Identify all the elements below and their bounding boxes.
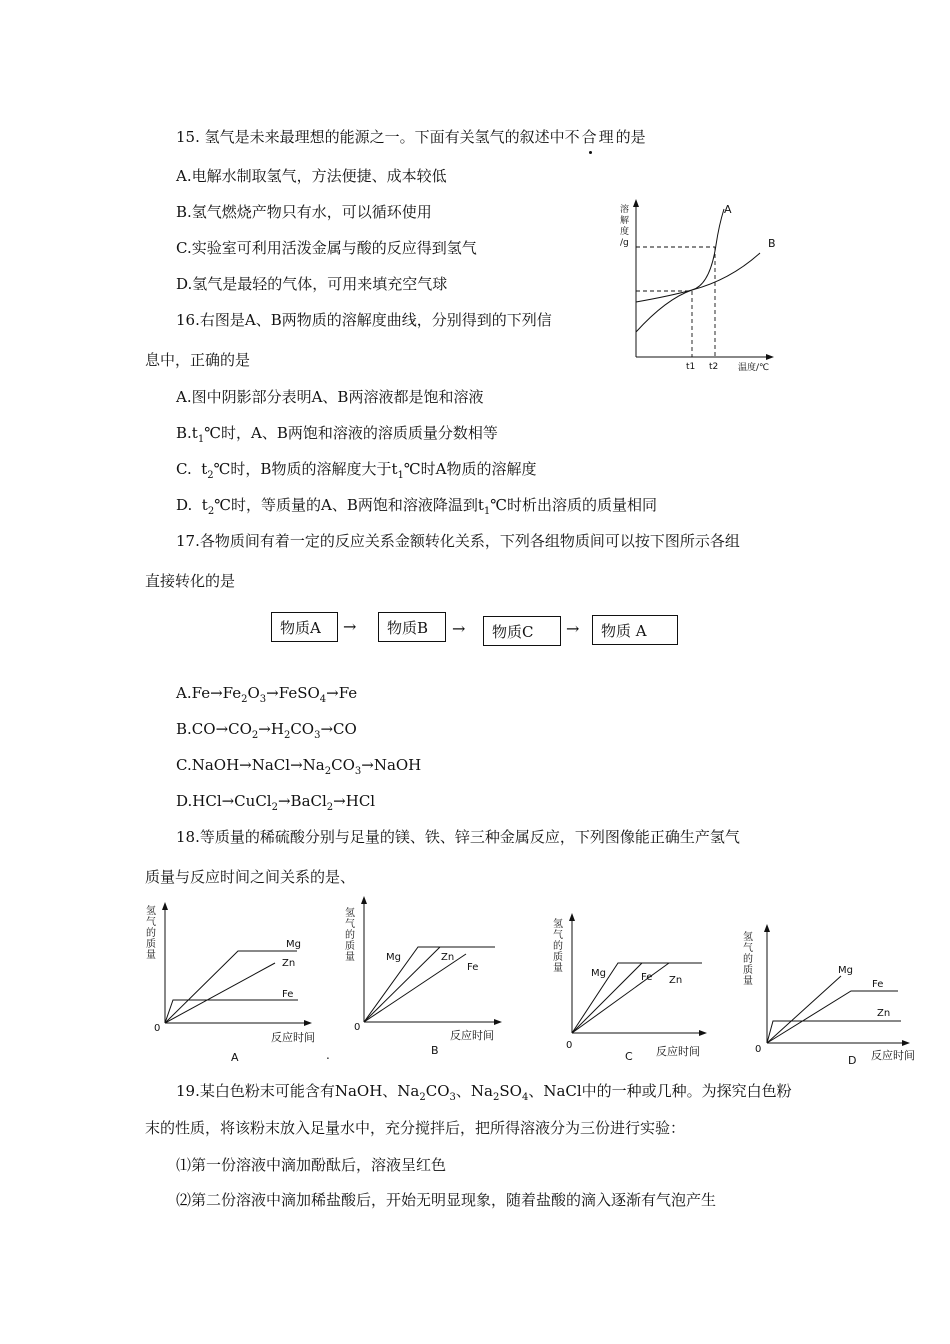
q16-option-b-part: B.t (176, 424, 198, 442)
q17-option-d-part: →BaCl (277, 792, 327, 810)
x-label: 反应时间 (656, 1045, 700, 1058)
q17-option-b-part: B.CO→CO (176, 720, 252, 738)
x-label: 反应时间 (450, 1029, 494, 1042)
line-zn (165, 963, 275, 1023)
y-axis-arrow-icon (361, 896, 367, 904)
line-fe (364, 954, 466, 1022)
y-label-2: 气 (345, 919, 355, 930)
t1-label: t1 (686, 362, 696, 372)
q16-option-c-sub: 2 (207, 470, 214, 481)
q16-option-c-part: ℃时，B物质的溶解度大于t (213, 460, 398, 478)
y-label-3: 的 (553, 941, 563, 952)
q17-option-b-part: →H (258, 720, 284, 738)
q17-option-d-sub: 2 (326, 802, 334, 813)
x-axis-arrow-icon (304, 1020, 312, 1026)
q16-option-c-part: ℃时A物质的溶解度 (403, 460, 537, 478)
curve-a (636, 209, 724, 302)
q18-stem-line-2: 质量与反应时间之间关系的是、 (145, 868, 356, 886)
q16-option-d-sub: 1 (483, 506, 491, 517)
q17-option-a-part: O (247, 684, 260, 702)
flow-arrow-icon: → (452, 619, 466, 638)
q16-option-d (176, 495, 657, 522)
y-label-5: 量 (743, 976, 753, 987)
y-label-1: 氢 (553, 919, 563, 930)
q16-option-d-part: D. t (176, 496, 208, 514)
y-label-4: 质 (743, 965, 753, 976)
y-label-1: 氢 (345, 908, 355, 919)
y-axis-label-4: /g (620, 238, 629, 248)
q17-option-a-part: →Fe (326, 684, 358, 702)
q16-option-c-sub: 1 (397, 470, 404, 481)
label-fe: Fe (467, 962, 479, 973)
y-label-4: 质 (146, 939, 156, 950)
x-axis-arrow-icon (699, 1030, 707, 1036)
graph-c (545, 905, 745, 1080)
q16-option-c (176, 459, 537, 486)
x-label: 反应时间 (871, 1049, 915, 1062)
label-mg: Mg (286, 939, 301, 950)
q19-stem-line-2: 末的性质，将该粉末放入足量水中，充分搅拌后，把所得溶液分为三份进行实验： (145, 1119, 686, 1137)
y-label-3: 的 (345, 930, 355, 941)
origin: 0 (755, 1044, 762, 1055)
q17-option-d-sub: 2 (271, 802, 278, 813)
y-label-3: 的 (743, 954, 753, 965)
label-zn: Zn (877, 1008, 891, 1019)
x-axis-label: 温度/℃ (738, 363, 770, 373)
q17-option-a-sub: 2 (241, 694, 248, 705)
q16-stem-line-2: 息中，正确的是 (145, 351, 251, 369)
y-label-1: 氢 (146, 906, 156, 917)
label-fe: Fe (641, 972, 653, 983)
graph-a (140, 898, 340, 1073)
q17-option-b-part: →CO (320, 720, 357, 738)
y-axis-label-1: 溶 (620, 205, 630, 215)
q17-option-c-part: CO (331, 756, 355, 774)
y-label-2: 气 (146, 917, 156, 928)
label-fe: Fe (282, 989, 294, 1000)
y-label-5: 量 (146, 950, 156, 961)
flow-box-4: 物质 A (592, 615, 678, 645)
y-label-1: 氢 (743, 932, 753, 943)
y-label-4: 质 (553, 952, 563, 963)
flow-arrow-icon: → (343, 617, 357, 636)
q19-stem-part: 、Na (455, 1082, 493, 1100)
q17-option-a-part: A.Fe→Fe (176, 684, 242, 702)
flow-box-2: 物质B (378, 612, 446, 642)
q17-option-d-part: D.HCl→CuCl (176, 792, 272, 810)
q19-item-2: ⑵第二份溶液中滴加稀盐酸后，开始无明显现象，随着盐酸的滴入逐渐有气泡产生 (176, 1191, 717, 1209)
origin: 0 (566, 1040, 573, 1051)
q15-option-b: B.氢气燃烧产物只有水，可以循环使用 (176, 203, 432, 221)
y-axis-label-3: 度 (620, 227, 630, 237)
curve-b (636, 253, 760, 332)
y-axis-arrow-icon (569, 913, 575, 921)
graph-b (340, 892, 540, 1067)
q17-option-a (176, 683, 357, 710)
q16-stem-line-1: 16.右图是A、B两物质的溶解度曲线，分别得到的下列信 (176, 311, 552, 329)
q19-stem-part: 、NaCl中的一种或几种。为探究白色粉 (528, 1082, 792, 1100)
q19-stem-sub: 4 (521, 1092, 529, 1103)
flow-box-1: 物质A (271, 612, 338, 642)
q17-stem-line-1: 17.各物质间有着一定的反应关系金额转化关系，下列各组物质间可以按下图所示各组 (176, 532, 740, 550)
line-fe (572, 963, 642, 1033)
flow-box-3: 物质C (483, 616, 561, 646)
label-zn: Zn (441, 952, 455, 963)
flow-arrow-icon: → (566, 619, 580, 638)
q19-stem-part: SO (499, 1082, 522, 1100)
stray-mark: . (326, 1048, 330, 1062)
q16-option-d-part: ℃时析出溶质的质量相同 (490, 496, 658, 514)
t2-label: t2 (709, 362, 719, 372)
line-zn (364, 947, 440, 1022)
q15-stem (176, 127, 646, 147)
line-mg (364, 947, 495, 1022)
q19-stem-line-1 (176, 1081, 792, 1108)
y-axis-arrow-icon (764, 924, 770, 932)
y-label-3: 的 (146, 928, 156, 939)
y-label-4: 质 (345, 941, 355, 952)
y-axis-arrow-icon (633, 199, 639, 207)
q15-stem-emphasis: 不合理 (564, 128, 616, 146)
q17-option-b-sub: 2 (251, 730, 259, 741)
origin: 0 (154, 1023, 161, 1034)
q16-option-d-part: ℃时，等质量的A、B两饱和溶液降温到t (214, 496, 484, 514)
y-axis-label-2: 解 (620, 216, 630, 226)
label-fe: Fe (872, 979, 884, 990)
q19-stem-sub: 2 (492, 1092, 500, 1103)
graph-a-label: A (231, 1051, 239, 1064)
label-mg: Mg (386, 952, 401, 963)
label-mg: Mg (838, 965, 853, 976)
q16-option-b-part: ℃时，A、B两饱和溶液的溶质质量分数相等 (204, 424, 498, 442)
q19-stem-part: CO (425, 1082, 450, 1100)
line-zn (572, 963, 669, 1033)
q16-option-d-sub: 2 (207, 506, 215, 517)
graph-d-label: D (848, 1054, 857, 1067)
q16-option-a: A.图中阴影部分表明A、B两溶液都是饱和溶液 (176, 388, 484, 406)
q16-option-b (176, 423, 498, 450)
q17-option-d-part: →HCl (333, 792, 376, 810)
q15-option-a: A.电解水制取氢气，方法便捷、成本较低 (176, 167, 447, 185)
q19-stem-sub: 3 (449, 1092, 456, 1103)
q15-option-d: D.氢气是最轻的气体，可用来填充空气球 (176, 275, 448, 293)
q17-option-a-sub: 3 (259, 694, 267, 705)
q17-option-b-sub: 2 (283, 730, 291, 741)
y-axis-arrow-icon (162, 902, 168, 910)
label-zn: Zn (669, 975, 683, 986)
graph-d (738, 918, 938, 1093)
curve-a-label: A (724, 203, 732, 216)
y-label-5: 量 (345, 952, 355, 963)
q19-stem-part: 19.某白色粉末可能含有NaOH、Na (176, 1082, 420, 1100)
solubility-graph (600, 195, 780, 375)
q17-option-a-sub: 4 (319, 694, 327, 705)
q17-option-a-part: →FeSO (266, 684, 320, 702)
graph-c-label: C (625, 1050, 633, 1063)
label-mg: Mg (591, 968, 606, 979)
q16-option-c-part: C. t (176, 460, 208, 478)
q15-stem-text: 15. 氢气是未来最理想的能源之一。下面有关氢气的叙述中 (176, 128, 565, 146)
origin: 0 (354, 1022, 361, 1033)
q15-stem-end: 的是 (615, 128, 646, 146)
q17-option-b-part: CO (290, 720, 315, 738)
x-axis-arrow-icon (766, 354, 774, 360)
x-axis-arrow-icon (494, 1019, 502, 1025)
q18-stem-line-1: 18.等质量的稀硫酸分别与足量的镁、铁、锌三种金属反应，下列图像能正确生产氢气 (176, 828, 740, 846)
q15-option-c: C.实验室可利用活泼金属与酸的反应得到氢气 (176, 239, 477, 257)
q17-option-b-sub: 3 (314, 730, 321, 741)
q16-option-b-sub: 1 (197, 434, 205, 445)
graph-b-label: B (431, 1044, 439, 1057)
q17-option-c-part: →NaOH (361, 756, 422, 774)
x-axis-arrow-icon (902, 1040, 910, 1046)
q17-option-c (176, 755, 421, 782)
line-mg (767, 976, 841, 1043)
y-label-5: 量 (553, 963, 563, 974)
q17-stem-line-2: 直接转化的是 (145, 572, 236, 590)
q17-option-d (176, 791, 375, 818)
curve-b-label: B (768, 237, 776, 250)
q17-option-b (176, 719, 357, 746)
q17-option-c-sub: 2 (324, 766, 332, 777)
q17-option-c-part: C.NaOH→NaCl→Na (176, 756, 325, 774)
q19-stem-sub: 2 (419, 1092, 426, 1103)
y-label-2: 气 (553, 930, 563, 941)
x-label: 反应时间 (271, 1031, 315, 1044)
y-label-2: 气 (743, 943, 753, 954)
q19-item-1: ⑴第一份溶液中滴加酚酞后，溶液呈红色 (176, 1156, 447, 1174)
label-zn: Zn (282, 958, 296, 969)
q17-option-c-sub: 3 (354, 766, 362, 777)
